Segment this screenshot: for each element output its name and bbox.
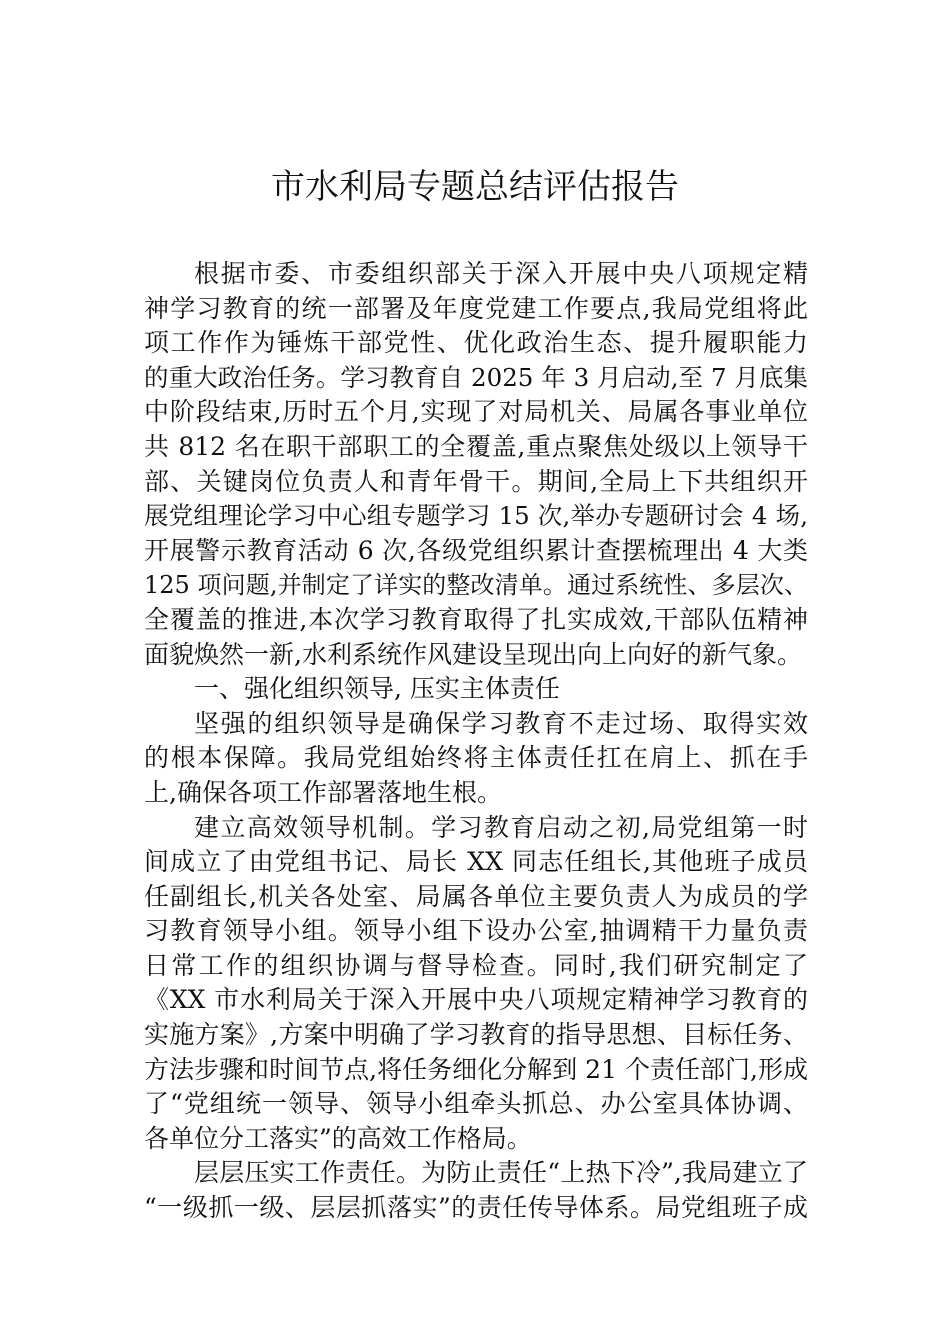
paragraph-line: 共 812 名在职干部职工的全覆盖,重点聚焦处级以上领导干	[144, 431, 808, 461]
paragraph-line: 间成立了由党组书记、局长 XX 同志任组长,其他班子成员	[144, 847, 808, 877]
paragraph-line: 根据市委、市委组织部关于深入开展中央八项规定精	[194, 259, 808, 288]
paragraph-line: 上,确保各项工作部署落地生根。	[144, 777, 502, 807]
paragraph-line: 层层压实工作责任。为防止责任“上热下冷”,我局建立了	[194, 1158, 808, 1188]
paragraph-line: 中阶段结束,历时五个月,实现了对局机关、局属各事业单位	[144, 397, 808, 427]
paragraph-line: 的根本保障。我局党组始终将主体责任扛在肩上、抓在手	[144, 743, 808, 773]
paragraph-line: 坚强的组织领导是确保学习教育不走过场、取得实效	[194, 708, 808, 738]
paragraph-line: 建立高效领导机制。学习教育启动之初,局党组第一时	[194, 812, 808, 842]
paragraph-line: 展党组理论学习中心组专题学习 15 次,举办专题研讨会 4 场,	[144, 501, 808, 531]
paragraph-line: 面貌焕然一新,水利系统作风建设呈现出向上向好的新气象。	[144, 639, 802, 669]
paragraph-line: 了“党组统一领导、领导小组牵头抓总、办公室具体协调、	[144, 1089, 808, 1119]
paragraph-line: 部、关键岗位负责人和青年骨干。期间,全局上下共组织开	[144, 466, 808, 496]
paragraph-line: 日常工作的组织协调与督导检查。同时,我们研究制定了	[144, 950, 808, 980]
section-heading: 一、强化组织领导, 压实主体责任	[194, 674, 560, 704]
document-body	[144, 257, 808, 1226]
paragraph-line: 开展警示教育活动 6 次,各级党组织累计查摆梳理出 4 大类	[144, 535, 808, 565]
paragraph-line: 《XX 市水利局关于深入开展中央八项规定精神学习教育的	[144, 985, 808, 1015]
paragraph-line: 125 项问题,并制定了详实的整改清单。通过系统性、多层次、	[144, 571, 808, 600]
paragraph-line: 全覆盖的推进,本次学习教育取得了扎实成效,干部队伍精神	[144, 604, 808, 634]
paragraph-line: 实施方案》,方案中明确了学习教育的指导思想、目标任务、	[144, 1020, 808, 1050]
paragraph-line: 神学习教育的统一部署及年度党建工作要点,我局党组将此	[144, 293, 808, 323]
paragraph-line: 习教育领导小组。领导小组下设办公室,抽调精干力量负责	[144, 916, 808, 946]
paragraph-line: 项工作作为锤炼干部党性、优化政治生态、提升履职能力	[144, 328, 808, 358]
paragraph-line: 的重大政治任务。学习教育自 2025 年 3 月启动,至 7 月底集	[144, 362, 808, 392]
paragraph-line: 方法步骤和时间节点,将任务细化分解到 21 个责任部门,形成	[144, 1054, 808, 1084]
paragraph-line: 各单位分工落实”的高效工作格局。	[144, 1123, 532, 1153]
document-title: 市水利局专题总结评估报告	[271, 167, 679, 207]
paragraph-line: 任副组长,机关各处室、局属各单位主要负责人为成员的学	[144, 881, 808, 911]
paragraph-line: “一级抓一级、层层抓落实”的责任传导体系。局党组班子成	[144, 1193, 808, 1223]
